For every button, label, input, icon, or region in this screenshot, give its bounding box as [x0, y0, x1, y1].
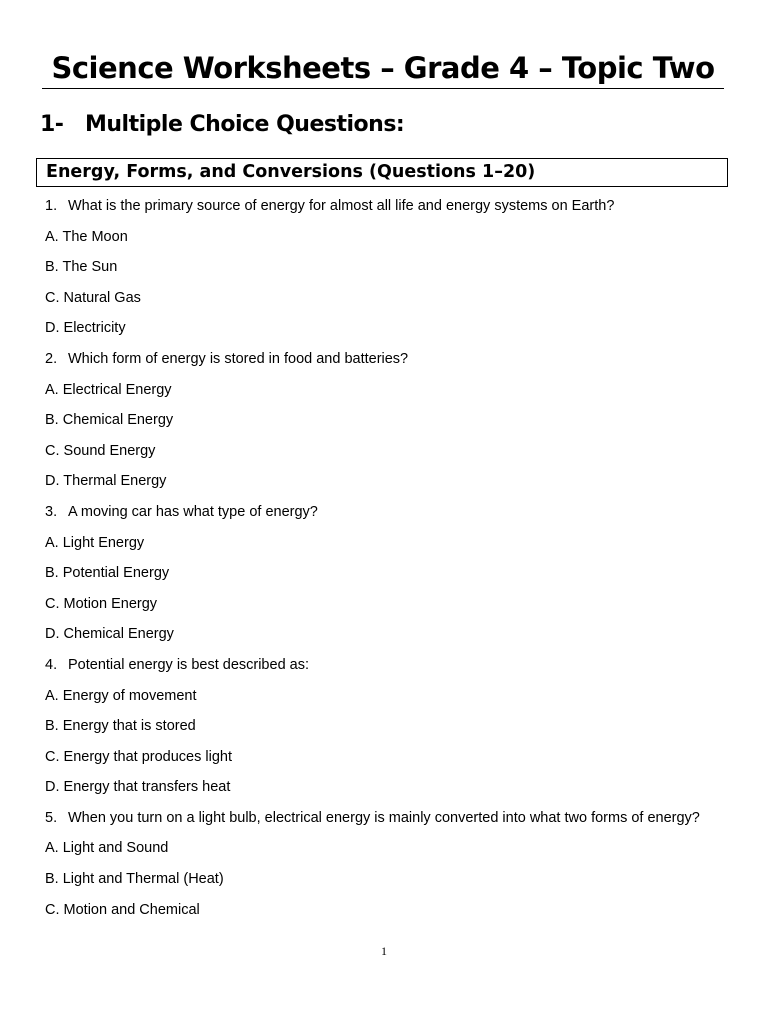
question-text: A moving car has what type of energy?: [68, 503, 318, 520]
answer-option: A. Energy of movement: [45, 687, 197, 704]
answer-option: C. Natural Gas: [45, 289, 141, 306]
answer-option: B. Light and Thermal (Heat): [45, 871, 224, 888]
question-number: 2.: [45, 350, 58, 367]
answer-option: B. Energy that is stored: [45, 718, 196, 735]
question-3: [45, 503, 705, 522]
answer-option: A. Light and Sound: [45, 840, 169, 857]
answer-option: A. The Moon: [45, 228, 128, 245]
answer-option: D. Energy that transfers heat: [45, 779, 231, 796]
answer-option: D. Electricity: [45, 320, 126, 337]
question-number: 5.: [45, 809, 58, 826]
question-4: [45, 656, 705, 675]
question-text: Which form of energy is stored in food and batteries?: [68, 350, 409, 367]
question-number: 4.: [45, 656, 58, 673]
question-number: 3.: [45, 503, 58, 520]
section-number: 1-: [40, 112, 64, 137]
answer-option: B. The Sun: [45, 259, 118, 276]
answer-option: D. Thermal Energy: [45, 473, 167, 490]
answer-option: C. Sound Energy: [45, 442, 156, 459]
answer-option: D. Chemical Energy: [45, 626, 174, 643]
question-1: [45, 197, 705, 216]
question-text: When you turn on a light bulb, electrical energy is mainly converted into what two forms of energy?: [68, 809, 700, 826]
question-number: 1.: [45, 198, 58, 214]
answer-option: A. Light Energy: [45, 534, 145, 551]
answer-option: B. Potential Energy: [45, 565, 170, 582]
question-2: [45, 350, 705, 369]
answer-option: C. Motion and Chemical: [45, 901, 200, 918]
section-title: Multiple Choice Questions:: [85, 112, 405, 137]
question-list: [45, 197, 705, 931]
answer-option: C. Energy that produces light: [45, 748, 232, 765]
section-heading: [40, 110, 404, 140]
question-5: [45, 809, 705, 828]
answer-option: B. Chemical Energy: [45, 412, 174, 429]
page-title: Science Worksheets – Grade 4 – Topic Two: [42, 48, 724, 89]
page-number: 1: [381, 944, 387, 958]
question-text: What is the primary source of energy for almost all life and energy systems on Earth?: [68, 198, 615, 214]
subsection-heading: Energy, Forms, and Conversions (Questions 1–20): [36, 158, 728, 187]
answer-option: A. Electrical Energy: [45, 381, 172, 398]
answer-option: C. Motion Energy: [45, 595, 158, 612]
question-text: Potential energy is best described as:: [68, 656, 309, 673]
